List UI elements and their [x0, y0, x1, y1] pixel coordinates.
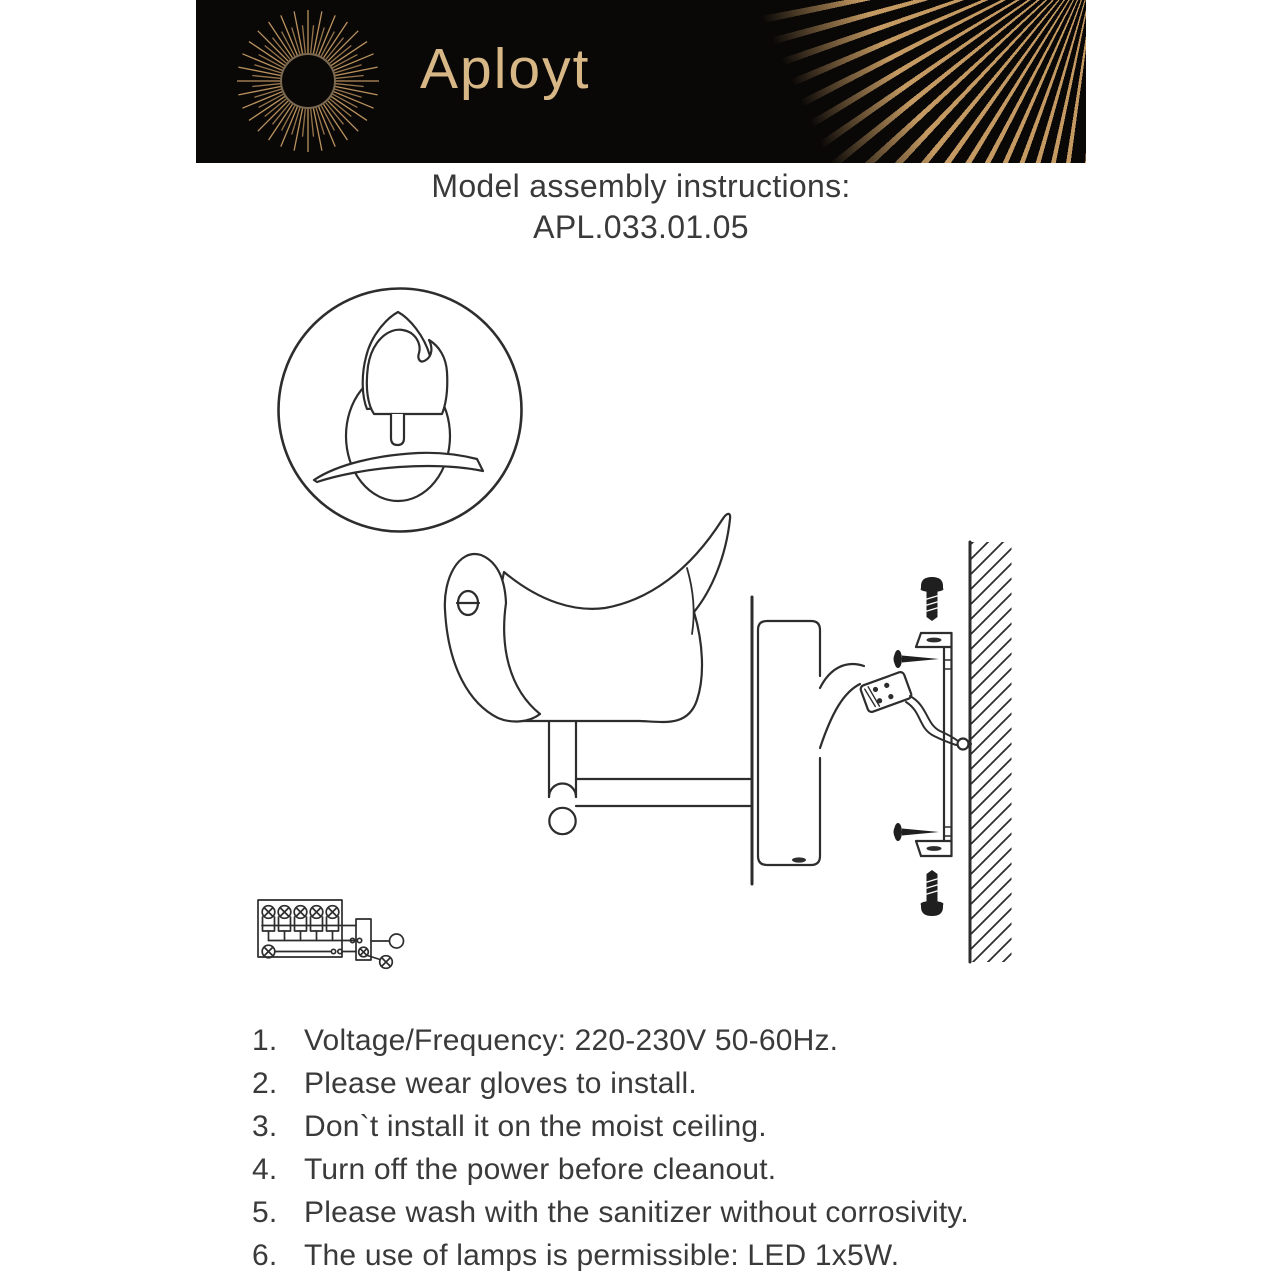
wall-section-hatched [970, 542, 1012, 962]
screw-bottom-vertical [921, 870, 944, 916]
page-title: Model assembly instructions: [431, 168, 851, 204]
item-text: Please wear gloves to install. [304, 1067, 697, 1100]
mounting-bracket [916, 633, 952, 856]
lamp-symbol [390, 934, 404, 948]
item-number: 4. [252, 1153, 278, 1186]
list-item [252, 1153, 1072, 1196]
list-item [252, 1110, 1072, 1153]
model-number: APL.033.01.05 [533, 209, 749, 245]
list-item [252, 1196, 1072, 1239]
power-wire-with-connector [820, 664, 971, 749]
bird-wall-lamp-side-view [445, 514, 750, 834]
item-text: Please wash with the sanitizer without corrosivity. [304, 1196, 969, 1229]
mounting-screws [894, 577, 944, 916]
item-number: 5. [252, 1196, 278, 1229]
front-view-lamp-in-circle [279, 289, 522, 532]
item-number: 3. [252, 1110, 278, 1143]
list-item [252, 1024, 1072, 1067]
terminal-block-screws [262, 906, 339, 931]
item-number: 6. [252, 1239, 278, 1272]
item-number: 1. [252, 1024, 278, 1057]
screw-bottom-horizontal [894, 823, 940, 841]
item-text: Don`t install it on the moist ceiling. [304, 1110, 767, 1143]
instruction-list [252, 1024, 1072, 1282]
screw-top-horizontal [894, 650, 940, 668]
list-item [252, 1067, 1072, 1110]
wiring-diagram [258, 900, 404, 968]
item-number: 2. [252, 1067, 278, 1100]
brand-name: Aployt [420, 37, 591, 101]
item-text: Turn off the power before cleanout. [304, 1153, 777, 1186]
list-item [252, 1239, 1072, 1282]
screw-top-vertical [921, 577, 944, 621]
canopy-backplate [752, 597, 820, 884]
item-text: The use of lamps is permissible: LED 1x5W. [304, 1239, 900, 1272]
item-text: Voltage/Frequency: 220-230V 50-60Hz. [304, 1024, 839, 1057]
